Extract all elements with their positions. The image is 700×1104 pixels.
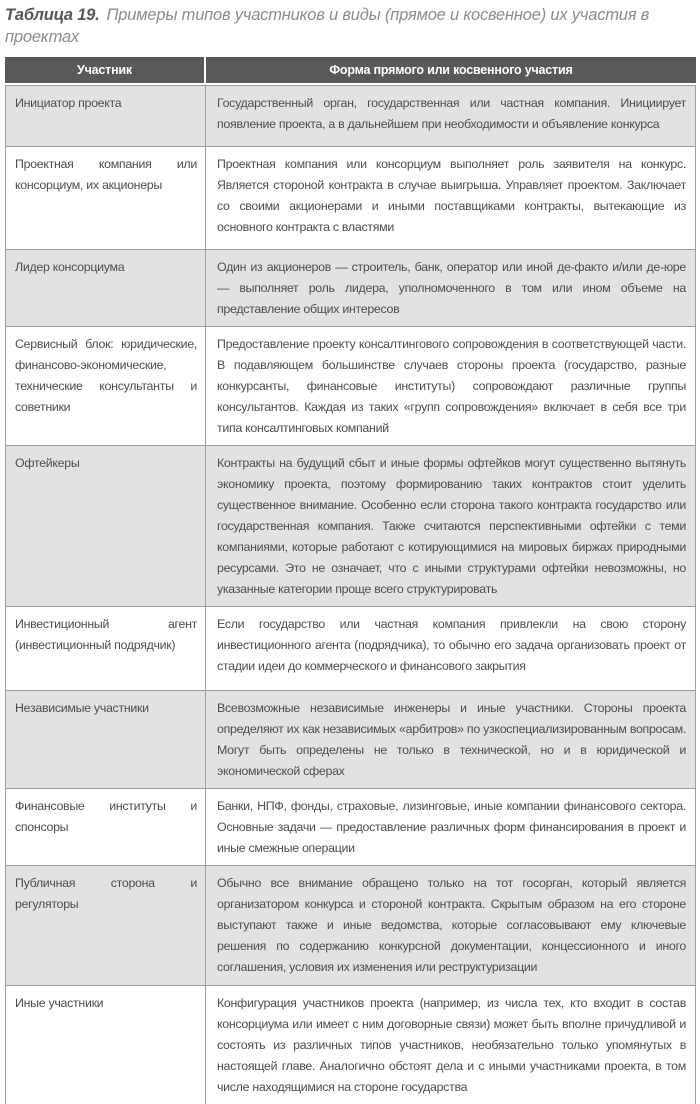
participant-cell: Финансовые институты и спонсоры	[6, 789, 206, 865]
table-row	[6, 249, 695, 326]
header-cell-form: Форма прямого или косвенного участия	[329, 63, 573, 77]
form-cell: Если государство или частная компания привлекли на свою сторону инвестиционного агента (подрядчика), то обычно его задача организовать проект от стадии идеи до коммерческого и финансового закрытия	[217, 617, 686, 673]
form-cell: Обычно все внимание обращено только на тот госорган, который является организатором конкурса и стороной контракта. Скрытым образом на его стороне выступают также и иные ведомства, которые согласовывают ему ключевые решения по содержанию конкурсной документации, концессионного и иного соглашения, условия их изменения или реструктуризации	[217, 876, 686, 974]
table-row	[6, 985, 695, 1104]
participant-cell: Офтейкеры	[6, 446, 206, 606]
participant-cell: Инвестиционный агент (инвестиционный подрядчик)	[6, 607, 206, 690]
table-body	[5, 85, 696, 1104]
form-cell: Государственный орган, государственная или частная компания. Инициирует появление проекта, а в дальнейшем при необходимости и объявление конкурса	[217, 96, 686, 131]
table-row	[6, 326, 695, 445]
form-cell: Конфигурация участников проекта (например, из числа тех, кто входит в состав консорциума или имеет с ним договорные связи) может быть вполне причудливой и состоять из различных типов участников, необязательно только упомянутых в настоящей главе. Аналогично обстоят дела и с иными участниками проекта, в том числе находящимися на стороне государства	[217, 996, 686, 1094]
participant-cell: Иные участники	[6, 986, 206, 1104]
form-cell: Банки, НПФ, фонды, страховые, лизинговые, иные компании финансового сектора. Основные задачи — предоставление различных форм финансирования в проект и иные смежные операции	[217, 799, 686, 855]
table-row	[6, 86, 695, 146]
table-caption-label: Таблица 19.	[5, 6, 100, 24]
table-caption-text: Примеры типов участников и виды (прямое и косвенное) их участия в проектах	[5, 6, 650, 46]
table-row	[6, 690, 695, 788]
form-cell: Всевозможные независимые инженеры и иные участники. Стороны проекта определяют их как независимых «арбитров» по узкоспециализированным вопросам. Могут быть определены не только в технической, но и в юридической и экономической сферах	[217, 701, 686, 778]
participant-cell: Публичная сторона и регуляторы	[6, 866, 206, 985]
table-header-row	[5, 57, 696, 83]
form-cell: Один из акционеров — строитель, банк, оператор или иной де-факто и/или де-юре — выполняет роль лидера, уполномоченного в том или ином объеме на представление общих интересов	[217, 260, 686, 316]
form-cell: Предоставление проекту консалтингового сопровождения в соответствующей части. В подавляющем большинстве случаев стороны проекта (государство, разные конкурсанты, финансовые институты) сопровождают различные группы консультантов. Каждая из таких «групп сопровождения» включает в себя все три типа консалтинговых компаний	[217, 337, 686, 435]
header-cell-participant: Участник	[5, 57, 206, 83]
table-row	[6, 606, 695, 690]
form-cell: Контракты на будущий сбыт и иные формы офтейков могут существенно вытянуть экономику проекта, поэтому формированию таких контрактов стоит уделить существенное внимание. Особенно если сторона такого контракта государство или государственная компания. Также считаются перспективными офтейки с теми компаниями, которые работают с котирующимися на мировых биржах природными ресурсами. Это не означает, что с иными структурами офтейки невозможны, но указанные категории проще всего структурировать	[217, 456, 686, 596]
table-row	[6, 146, 695, 249]
table-caption	[5, 5, 694, 48]
participant-cell: Инициатор проекта	[6, 86, 206, 146]
form-cell: Проектная компания или консорциум выполняет роль заявителя на конкурс. Является стороной контракта в случае выигрыша. Управляет проектом. Заключает со своими акционерами и иными поставщиками контракты, вытекающие из основного контракта с властями	[217, 157, 686, 234]
participant-cell: Лидер консорциума	[6, 250, 206, 326]
participant-cell: Независимые участники	[6, 691, 206, 788]
table-row	[6, 788, 695, 865]
table-row	[6, 445, 695, 606]
participants-table	[5, 57, 696, 1104]
table-row	[6, 865, 695, 985]
participant-cell: Проектная компания или консорциум, их акционеры	[6, 147, 206, 249]
participant-cell: Сервисный блок: юридические, финансово-экономические, технические консультанты и советники	[6, 327, 206, 445]
